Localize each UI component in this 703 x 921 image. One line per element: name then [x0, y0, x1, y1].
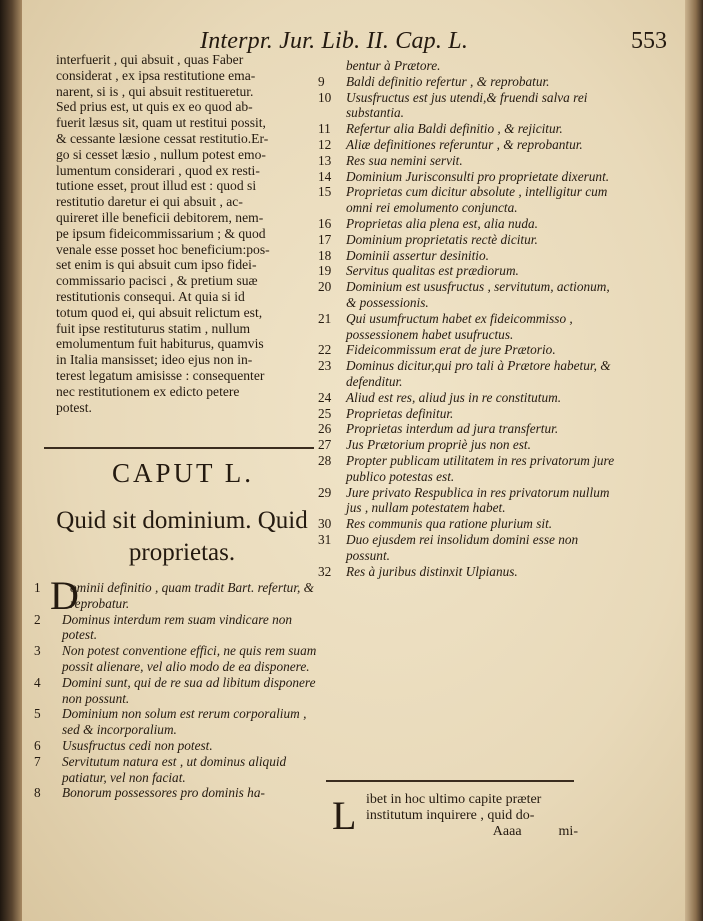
summary-item [34, 643, 324, 675]
summary-item [318, 342, 618, 358]
item-number: 28 [318, 452, 332, 468]
chapter-title-line-1: Quid sit dominium. Quid [56, 507, 308, 534]
summary-item [34, 738, 324, 754]
item-number: 23 [318, 358, 332, 374]
summary-list-left [34, 573, 324, 801]
item-text: Dominium est ususfructus , servitutum, actionum, & possessionis. [346, 279, 610, 310]
item-text: Jus Prætorium propriè jus non est. [346, 437, 531, 453]
summary-item [318, 564, 618, 580]
item-number: 30 [318, 516, 332, 532]
item-number: 1 [34, 580, 41, 595]
text-line: fuit ipse restituturus statim , nullum [56, 320, 251, 336]
item-number: 11 [318, 121, 331, 137]
item-text: Servitus qualitas est prædiorum. [346, 263, 519, 279]
summary-item [34, 754, 324, 786]
summary-item [318, 279, 618, 311]
item-number: 25 [318, 405, 332, 421]
item-number: 19 [318, 263, 332, 279]
summary-item [318, 121, 618, 137]
text-line: set enim is qui absuit cum ipso fidei- [56, 257, 257, 273]
summary-item [34, 675, 324, 707]
item-text: ominii definitio , quam tradit Bart. refertur, & reprobatur. [70, 580, 315, 611]
item-number: 12 [318, 136, 332, 152]
summary-item [318, 169, 618, 185]
item-number: 29 [318, 484, 332, 500]
text-line: lumentum considerari , quod ex resti- [56, 162, 260, 178]
text-line: pe ipsum fideicommissarium ; & quod [56, 225, 266, 241]
text-line: go si cesset læsio , nullum potest emo- [56, 146, 266, 162]
item-number: 18 [318, 247, 332, 263]
item-text: Duo ejusdem rei insolidum domini esse non possunt. [346, 531, 579, 563]
item-text: Aliud est res, aliud jus in re constitutum. [346, 389, 562, 405]
item-text: Res communis qua ratione plurium sit. [346, 516, 553, 532]
closing-line-1: ibet in hoc ultimo capite præter [366, 792, 542, 807]
item-number: 27 [318, 437, 332, 453]
item-number: 17 [318, 231, 332, 247]
summary-item [318, 263, 618, 279]
item-text: Dominus dicitur,qui pro tali à Prætore habetur, & defenditur. [346, 358, 611, 389]
item-text: Refertur alia Baldi definitio , & rejicitur. [346, 121, 563, 137]
summary-item [34, 573, 324, 618]
text-line: venale esse posset hoc beneficium:pos- [56, 241, 270, 257]
item-number: 14 [318, 168, 332, 184]
item-text: Dominium proprietatis rectè dicitur. [346, 231, 538, 247]
summary-item [318, 437, 618, 453]
summary-item [318, 485, 618, 517]
item-text: Dominus interdum rem suam vindicare non potest. [62, 611, 293, 643]
book-gutter-shadow [0, 0, 22, 921]
item-number: 6 [34, 737, 41, 753]
summary-item [318, 358, 618, 390]
item-text: Proprietas definitur. [346, 405, 454, 421]
item-number: 15 [318, 184, 332, 200]
chapter-heading: CAPUT L. [111, 458, 255, 488]
item-number: 24 [318, 389, 332, 405]
closing-rule [326, 780, 574, 782]
item-text: Dominii assertur desinitio. [346, 247, 489, 263]
text-line: nec restitutionem ex edicto petere [56, 383, 240, 399]
item-text: Ususfructus est jus utendi,& fruendi salva rei substantia. [346, 89, 588, 121]
item-text: Jure privato Respublica in res privatorum nullum jus , nullam potestatem habet. [346, 484, 610, 516]
summary-item [318, 153, 618, 169]
item-text: Aliæ definitiones referuntur , & reprobantur. [346, 136, 583, 152]
closing-line-2: institutum inquirere , quid do- [366, 808, 535, 823]
text-line: interfuerit , qui absuit , quas Faber [56, 52, 244, 67]
signature-mark: Aaaa [492, 824, 522, 839]
item-number: 22 [318, 342, 332, 358]
book-page [22, 0, 685, 921]
summary-item [318, 248, 618, 264]
summary-item [34, 612, 324, 644]
item-number: 2 [34, 611, 41, 627]
item-number: 5 [34, 706, 41, 722]
catchword: mi- [558, 824, 578, 839]
text-line: in Italia mansisset; ideo ejus non in- [56, 352, 253, 368]
summary-item [318, 90, 618, 122]
item-text: Baldi definitio refertur , & reprobatur. [346, 73, 550, 89]
item-number: 13 [318, 152, 332, 168]
summary-item [318, 137, 618, 153]
summary-item [318, 421, 618, 437]
summary-item [318, 232, 618, 248]
text-line: restitutio daretur ei qui absuit , ac- [56, 194, 243, 210]
item-text: Dominium Jurisconsulti pro proprietate dixerunt. [346, 168, 610, 184]
summary-item [318, 516, 618, 532]
item-number: 32 [318, 563, 332, 579]
item-text: Res sua nemini servit. [346, 152, 463, 168]
item-text: Propter publicam utilitatem in res privatorum jure publico potestas est. [346, 452, 615, 484]
summary-item [34, 785, 324, 801]
item-text: Bonorum possessores pro dominis ha- [62, 785, 265, 801]
page-number: 553 [631, 28, 667, 54]
text-line: terest legatum amisisse : consequenter [56, 367, 265, 383]
summary-item [318, 216, 618, 232]
item-number: 16 [318, 215, 332, 231]
item-text: Dominium non solum est rerum corporalium , sed & incorporalium. [62, 706, 307, 738]
item-number: 31 [318, 531, 332, 547]
text-line: quireret ille beneficii debitorem, nem- [56, 209, 264, 225]
summary-item [318, 390, 618, 406]
chapter-title-line-2: proprietas. [128, 539, 236, 566]
text-line: commissario pacisci , & pretium suæ [56, 273, 258, 289]
left-column-text [56, 52, 326, 415]
item-number: 26 [318, 421, 332, 437]
text-line: potest. [56, 399, 92, 415]
text-line: restitutionis consequi. At quia si id [56, 288, 245, 304]
page-edge-right [685, 0, 703, 921]
summary-item [318, 406, 618, 422]
item-text: Qui usumfructum habet ex fideicommisso , possessionem habet usufructus. [346, 310, 573, 342]
item-text: Domini sunt, qui de re sua ad libitum disponere non possunt. [62, 674, 316, 706]
summary-list-right [318, 58, 618, 579]
text-line: & cessante læsione cessat restitutio.Er- [56, 130, 269, 146]
item-number: 20 [318, 279, 332, 295]
running-head: Interpr. Jur. Lib. II. Cap. L. [200, 28, 469, 54]
text-line: Sed prius est, ut quis ex eo quod ab- [56, 99, 253, 115]
chapter-rule [44, 447, 314, 449]
summary-item [318, 311, 618, 343]
item-text: Proprietas alia plena est, alia nuda. [346, 215, 538, 231]
item-text: Proprietas interdum ad jura transfertur. [346, 421, 559, 437]
drop-cap: D [50, 573, 79, 618]
text-line: emolumentum fuit habiturus, quamvis [56, 336, 264, 352]
text-line: tutione esset, prout illud est : quod si [56, 178, 257, 194]
text-line: narent, si is , qui absuit restitueretur. [56, 83, 254, 99]
signature-line [328, 824, 582, 840]
text-line: considerat , ex ipsa restitutione ema- [56, 67, 256, 83]
item-number: 3 [34, 643, 41, 659]
summary-item [318, 74, 618, 90]
item-number: 8 [34, 785, 41, 801]
chapter-title [36, 505, 328, 569]
summary-item [318, 184, 618, 216]
item-number: 10 [318, 89, 332, 105]
item-text: Res à juribus distinxit Ulpianus. [346, 563, 518, 579]
item-text: Servitutum natura est , ut dominus aliquid patiatur, vel non faciat. [62, 753, 287, 785]
item-text: bentur à Prætore. [346, 58, 441, 73]
item-number: 7 [34, 753, 41, 769]
summary-item [318, 453, 618, 485]
drop-cap: L [332, 793, 357, 838]
item-text: Proprietas cum dicitur absolute , intelligitur cum omni rei emolumento conjuncta. [346, 184, 608, 216]
text-line: fuerit læsus sit, quam ut restitui possit, [56, 115, 266, 131]
closing-paragraph [328, 792, 582, 840]
item-number: 21 [318, 310, 332, 326]
item-text: Fideicommissum erat de jure Prætorio. [346, 342, 556, 358]
text-line: totum quod ei, qui absuit relictum est, [56, 304, 263, 320]
item-number: 9 [318, 73, 325, 89]
item-number: 4 [34, 674, 41, 690]
summary-item [318, 532, 618, 564]
summary-item [34, 706, 324, 738]
item-text: Ususfructus cedi non potest. [62, 737, 213, 753]
item-text: Non potest conventione effici, ne quis rem suam possit alienare, vel alio modo de ea disponere. [62, 643, 317, 674]
summary-item [318, 58, 618, 74]
